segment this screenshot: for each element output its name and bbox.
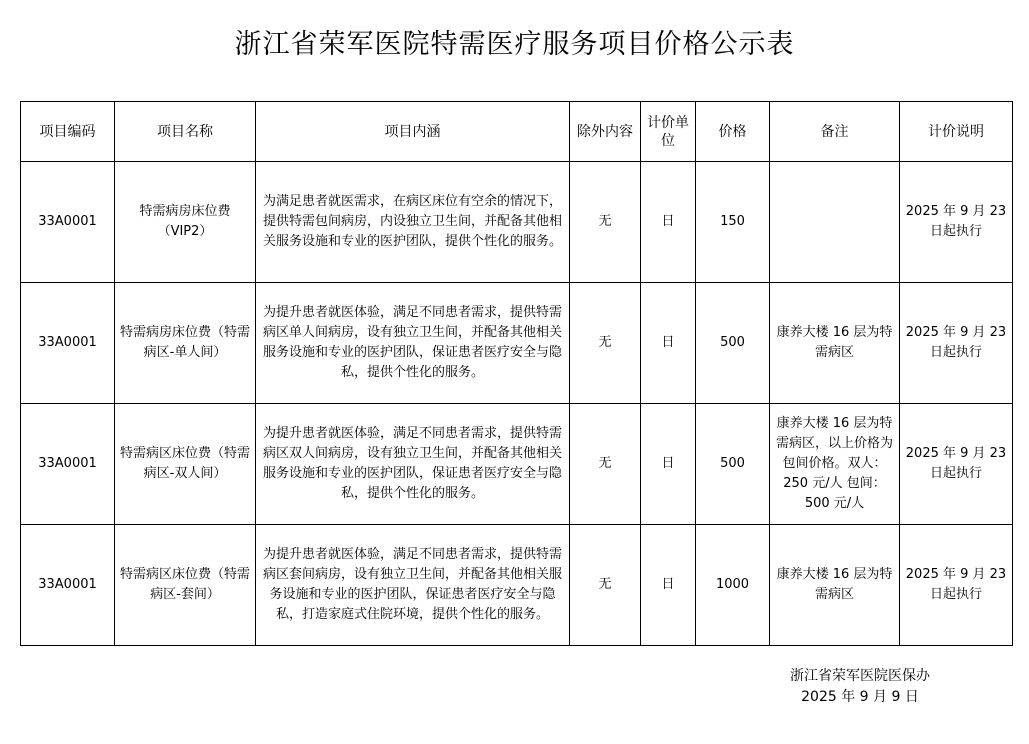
table-row (21, 404, 1013, 525)
cell-content: 为提升患者就医体验，满足不同患者需求，提供特需病区双人间病房，设有独立卫生间，并配备其他相关服务设施和专业的医护团队，保证患者医疗安全与隐私，提供个性化的服务。 (256, 404, 570, 525)
header-remark: 备注 (770, 102, 900, 162)
cell-pricing-note: 2025 年 9 月 23 日起执行 (900, 404, 1013, 525)
cell-exclusion: 无 (570, 404, 641, 525)
cell-content: 为提升患者就医体验，满足不同患者需求，提供特需病区单人间病房，设有独立卫生间，并配备其他相关服务设施和专业的医护团队，保证患者医疗安全与隐私，提供个性化的服务。 (256, 283, 570, 404)
footer-issuer: 浙江省荣军医院医保办 (790, 668, 930, 684)
header-name: 项目名称 (115, 102, 256, 162)
footer-signature (760, 666, 960, 708)
cell-name: 特需病房床位费（特需病区-单人间） (115, 283, 256, 404)
header-code: 项目编码 (21, 102, 115, 162)
cell-name: 特需病区床位费（特需病区-双人间） (115, 404, 256, 525)
cell-pricing-note: 2025 年 9 月 23 日起执行 (900, 283, 1013, 404)
cell-pricing-note: 2025 年 9 月 23 日起执行 (900, 525, 1013, 646)
cell-remark: 康养大楼 16 层为特需病区 (770, 283, 900, 404)
table-row (21, 525, 1013, 646)
cell-exclusion: 无 (570, 283, 641, 404)
cell-content: 为满足患者就医需求，在病区床位有空余的情况下，提供特需包间病房，内设独立卫生间，并配备其他相关服务设施和专业的医护团队，提供个性化的服务。 (256, 162, 570, 283)
cell-code: 33A0001 (21, 162, 115, 283)
cell-name: 特需病房床位费（VIP2） (115, 162, 256, 283)
cell-code: 33A0001 (21, 525, 115, 646)
document-title: 浙江省荣军医院特需医疗服务项目价格公示表 (234, 29, 795, 60)
cell-unit: 日 (641, 404, 696, 525)
cell-price: 150 (696, 162, 770, 283)
cell-code: 33A0001 (21, 404, 115, 525)
footer-date: 2025 年 9 月 9 日 (801, 689, 919, 705)
cell-exclusion: 无 (570, 162, 641, 283)
cell-exclusion: 无 (570, 525, 641, 646)
cell-remark: 康养大楼 16 层为特需病区 (770, 525, 900, 646)
cell-unit: 日 (641, 162, 696, 283)
cell-price: 500 (696, 283, 770, 404)
header-unit: 计价单位 (641, 102, 696, 162)
table-header-row (21, 102, 1013, 162)
cell-content: 为提升患者就医体验，满足不同患者需求，提供特需病区套间病房，设有独立卫生间，并配备其他相关服务设施和专业的医护团队，保证患者医疗安全与隐私，打造家庭式住院环境，提供个性化的服务。 (256, 525, 570, 646)
price-table (20, 101, 1013, 646)
header-price: 价格 (696, 102, 770, 162)
cell-price: 1000 (696, 525, 770, 646)
cell-remark (770, 162, 900, 283)
header-pricing-note: 计价说明 (900, 102, 1013, 162)
cell-unit: 日 (641, 525, 696, 646)
header-content: 项目内涵 (256, 102, 570, 162)
cell-name: 特需病区床位费（特需病区-套间） (115, 525, 256, 646)
cell-code: 33A0001 (21, 283, 115, 404)
table-row (21, 162, 1013, 283)
cell-remark: 康养大楼 16 层为特需病区，以上价格为包间价格。双人：250 元/人 包间：500 元/人 (770, 404, 900, 525)
cell-pricing-note: 2025 年 9 月 23 日起执行 (900, 162, 1013, 283)
cell-price: 500 (696, 404, 770, 525)
cell-unit: 日 (641, 283, 696, 404)
table-row (21, 283, 1013, 404)
header-exclusion: 除外内容 (570, 102, 641, 162)
